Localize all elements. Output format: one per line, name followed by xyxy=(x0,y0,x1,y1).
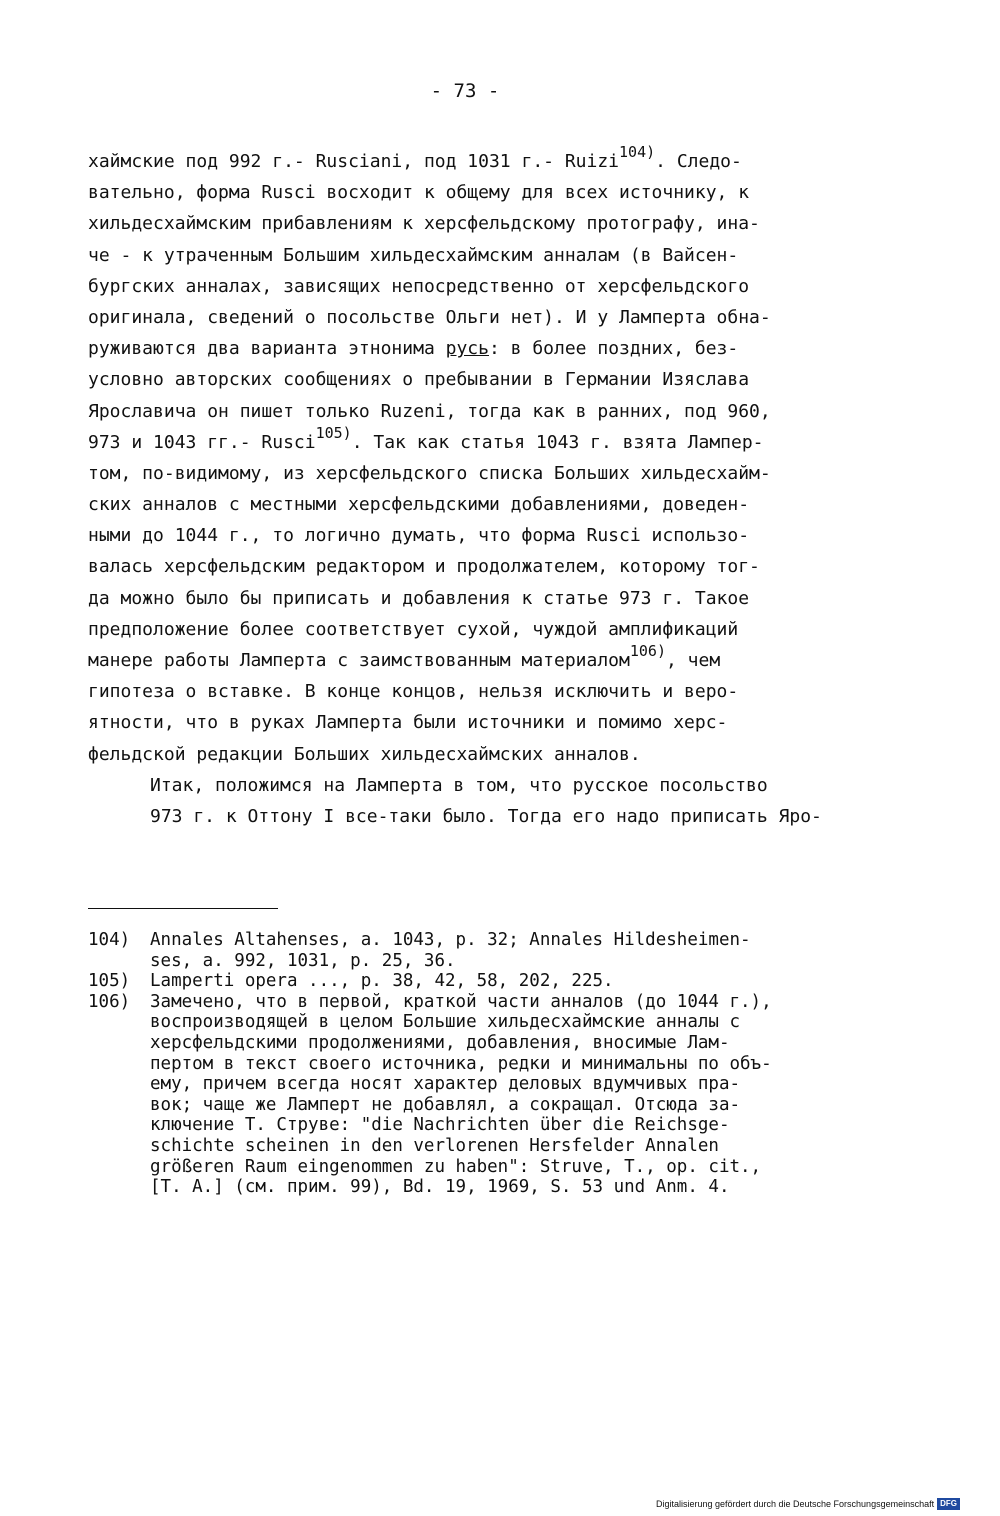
text-line xyxy=(88,177,888,208)
footnote-line: ключение Т. Струве: "die Nachrichten über die Reichsge- xyxy=(150,1115,730,1136)
page-number: - 73 - xyxy=(430,80,500,102)
footnote-reference: 106) xyxy=(629,642,666,660)
digitization-credit xyxy=(656,1498,960,1510)
text-segment: руживаются два варианта этнонима xyxy=(88,338,446,360)
digitization-credit-text: Digitalisierung gefördert durch die Deutsche Forschungsgemeinschaft xyxy=(655,1499,935,1509)
footnote-line: пертом в текст своего источника, редки и минимальны по объ- xyxy=(150,1053,772,1074)
text-segment: ятности, что в руках Ламперта были источники и помимо херс- xyxy=(88,712,728,734)
footnote-reference: 104) xyxy=(619,143,656,161)
underlined-term: русь xyxy=(445,338,489,360)
text-segment: Ярославича он пишет только Ruzeni, тогда как в ранних, под 960, xyxy=(88,400,771,422)
footnote xyxy=(88,930,908,971)
text-line xyxy=(88,302,888,333)
footnote-line: воспроизводящей в целом Большие хильдесхаймские анналы с xyxy=(150,1012,741,1033)
text-line xyxy=(88,240,888,271)
text-segment: манере работы Ламперта с заимствованным материалом xyxy=(88,650,630,671)
text-segment: . Так как статья 1043 г. взята Лампер- xyxy=(351,431,764,453)
text-line xyxy=(88,458,888,489)
footnote-number: 105) xyxy=(88,971,131,992)
footnote-line: schichte scheinen in den verlorenen Hersfelder Annalen xyxy=(150,1135,719,1156)
text-line xyxy=(150,770,888,801)
text-line xyxy=(88,364,888,395)
text-segment: че - к утраченным Большим хильдесхаймским анналам (в Вайсен- xyxy=(88,244,739,266)
text-segment: 973 и 1043 гг.- Rusci xyxy=(88,431,316,453)
text-segment: оригинала, сведений о посольстве Ольги нет). И у Ламперта обна- xyxy=(88,306,771,328)
dfg-logo: DFG xyxy=(937,1498,960,1510)
footnote-number: 106) xyxy=(88,991,131,1012)
text-line xyxy=(88,583,888,614)
text-segment: . Следо- xyxy=(655,151,742,172)
text-line xyxy=(88,489,888,520)
text-line xyxy=(88,642,888,676)
text-line xyxy=(88,333,888,364)
text-segment: да можно было бы приписать и добавления к статье 973 г. Такое xyxy=(88,587,750,609)
text-segment: хаймские под 992 г.- Rusciani, под 1031 г.- Ruizi xyxy=(88,151,620,172)
footnote-line: Annales Altahenses, a. 1043, p. 32; Annales Hildesheimen- xyxy=(150,930,751,950)
footnote-text xyxy=(150,930,908,971)
text-segment: вательно, форма Rusci восходит к общему для всех источнику, к xyxy=(88,182,750,204)
text-segment: фельдской редакции Больших хильдесхаймских анналов. xyxy=(88,743,641,765)
footnote-text xyxy=(150,992,908,1198)
footnote-text xyxy=(150,971,908,992)
footnote-line: ему, причем всегда носят характер деловых вдумчивых пра- xyxy=(150,1074,741,1095)
footnote-line: херсфельдскими продолжениями, добавления, вносимые Лам- xyxy=(150,1032,730,1053)
footnote-line: Lamperti opera ..., p. 38, 42, 58, 202, 225. xyxy=(150,971,614,992)
text-line xyxy=(88,676,888,707)
text-segment: предположение более соответствует сухой, чуждой амплификаций xyxy=(88,618,739,640)
footnote-reference: 105) xyxy=(315,423,352,442)
main-text xyxy=(88,143,888,832)
paragraph-1 xyxy=(88,143,888,770)
text-line xyxy=(150,801,888,832)
text-line xyxy=(88,271,888,302)
text-segment: ными до 1044 г., то логично думать, что форма Rusci использо- xyxy=(88,525,750,547)
footnotes xyxy=(88,930,908,1198)
footnote-line: größeren Raum eingenommen zu haben": Struve, T., op. cit., xyxy=(150,1156,762,1177)
text-segment: бургских анналах, зависящих непосредственно от херсфельдского xyxy=(88,275,750,297)
text-segment: : в более поздних, без- xyxy=(488,338,739,360)
text-segment: гипотеза о вставке. В конце концов, нельзя исключить и веро- xyxy=(88,681,739,703)
text-line xyxy=(88,707,888,738)
footnote-separator xyxy=(88,908,278,909)
footnote xyxy=(88,971,908,992)
footnote xyxy=(88,992,908,1198)
text-line xyxy=(88,614,888,645)
footnote-line: [Т. А.] (см. прим. 99), Bd. 19, 1969, S. 53 und Anm. 4. xyxy=(150,1177,730,1198)
text-segment: ских анналов с местными херсфельдскими добавлениями, доведен- xyxy=(88,494,750,516)
text-line xyxy=(88,208,888,239)
text-segment: том, по-видимому, из херсфельдского списка Больших хильдесхайм- xyxy=(88,462,771,484)
text-line xyxy=(88,143,888,177)
text-line xyxy=(88,520,888,551)
text-segment: хильдесхаймским прибавлениям к херсфельдскому протографу, ина- xyxy=(88,213,760,235)
text-segment: условно авторских сообщениях о пребывании в Германии Изяслава xyxy=(88,369,750,391)
text-line xyxy=(88,739,888,770)
text-segment: валась херсфельдским редактором и продолжателем, которому тог- xyxy=(88,556,760,578)
text-segment: Итак, положимся на Ламперта в том, что русское посольство xyxy=(150,774,768,796)
footnote-number: 104) xyxy=(88,930,131,950)
text-line xyxy=(88,551,888,582)
paragraph-2 xyxy=(88,770,888,832)
text-segment: , чем xyxy=(665,650,721,671)
footnote-line: Замечено, что в первой, краткой части анналов (до 1044 г.), xyxy=(150,991,772,1012)
text-segment: 973 г. к Оттону I все-таки было. Тогда его надо приписать Яро- xyxy=(150,805,822,827)
text-line xyxy=(88,396,888,427)
footnote-line: вок; чаще же Ламперт не добавлял, а сокращал. Отсюда за- xyxy=(150,1094,741,1115)
text-line xyxy=(88,423,888,458)
footnote-line: ses, a. 992, 1031, p. 25, 36. xyxy=(150,950,456,971)
